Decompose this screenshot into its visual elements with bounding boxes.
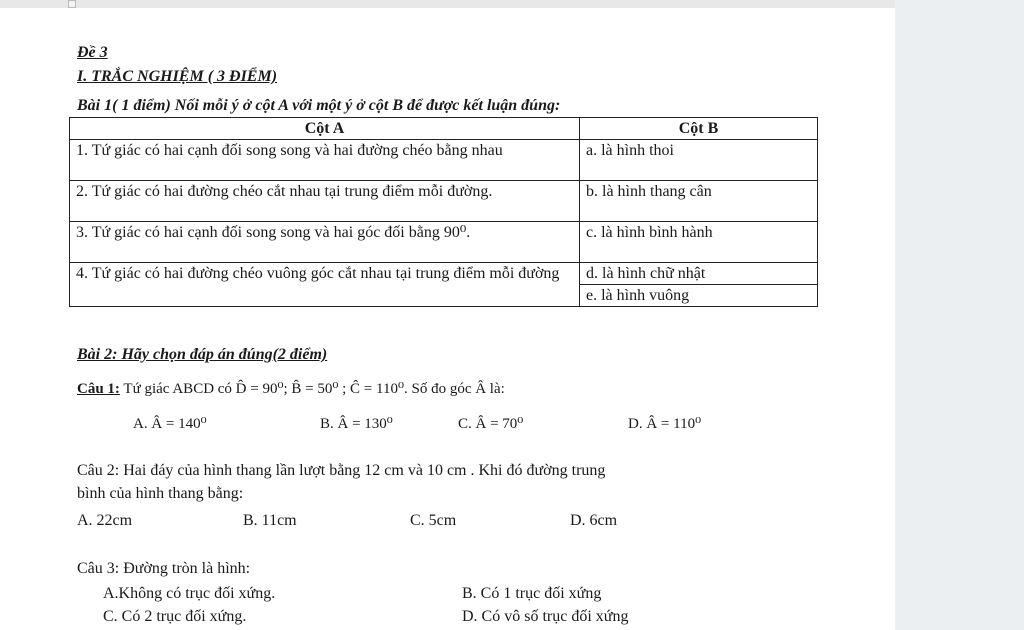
table-cell-a: 4. Tứ giác có hai đường chéo vuông góc cắt nhau tại trung điểm mỗi đường	[70, 263, 580, 307]
cau3-question: Câu 3: Đường tròn là hình:	[77, 560, 251, 577]
cau3-option-a: A.Không có trục đối xứng.	[103, 585, 276, 602]
table-row	[70, 263, 818, 285]
cau1-option-b: B. Â = 130⁰	[320, 416, 393, 432]
cau3-option-c: C. Có 2 trục đối xứng.	[103, 608, 247, 625]
cau3-option-b: B. Có 1 trục đối xứng	[462, 585, 602, 602]
right-gutter	[895, 0, 1024, 630]
matching-table	[69, 117, 818, 307]
table-cell-b: b. là hình thang cân	[580, 181, 818, 222]
column-a-header: Cột A	[70, 118, 580, 140]
table-cell-a: 3. Tứ giác có hai cạnh đối song song và hai góc đối bằng 90⁰.	[70, 222, 580, 263]
cau2-line1: Câu 2: Hai đáy của hình thang lần lượt bằng 12 cm và 10 cm . Khi đó đường trung	[77, 462, 606, 479]
section-title: I. TRẮC NGHIỆM ( 3 ĐIỂM)	[77, 68, 278, 85]
table-row	[70, 222, 818, 263]
table-row	[70, 140, 818, 181]
bai2-heading: Bài 2: Hãy chọn đáp án đúng(2 điểm)	[77, 346, 328, 363]
cau2-option-a: A. 22cm	[77, 512, 133, 529]
bai1-heading: Bài 1( 1 điểm) Nối mỗi ý ở cột A với một ý ở cột B để được kết luận đúng:	[77, 97, 561, 114]
table-cell-b: c. là hình bình hành	[580, 222, 818, 263]
cau1-option-a: A. Â = 140⁰	[133, 416, 207, 432]
cau2-option-d: D. 6cm	[570, 512, 618, 529]
cau1-question	[77, 380, 505, 398]
cau1-option-c: C. Â = 70⁰	[458, 416, 524, 432]
table-cell-b: a. là hình thoi	[580, 140, 818, 181]
table-cell-a: 1. Tứ giác có hai cạnh đối song song và hai đường chéo bằng nhau	[70, 140, 580, 181]
cau2-option-c: C. 5cm	[410, 512, 457, 529]
window-top-bar	[0, 0, 1024, 8]
table-header-row	[70, 118, 818, 140]
cau1-option-d: D. Â = 110⁰	[628, 416, 702, 432]
column-b-header: Cột B	[580, 118, 818, 140]
cau1-text: Tứ giác ABCD có D̂ = 90⁰; B̂ = 50⁰ ; Ĉ = 110⁰. Số đo góc Â là:	[123, 381, 505, 397]
table-row	[70, 181, 818, 222]
page-corner-icon	[68, 0, 76, 8]
cau1-label: Câu 1:	[77, 381, 120, 397]
table-cell-a: 2. Tứ giác có hai đường chéo cắt nhau tại trung điểm mỗi đường.	[70, 181, 580, 222]
table-cell-b: d. là hình chữ nhật	[580, 263, 818, 285]
cau3-option-d: D. Có vô số trục đối xứng	[462, 608, 629, 625]
cau2-line2: bình của hình thang bằng:	[77, 485, 244, 502]
exam-number: Đề 3	[77, 44, 108, 61]
table-cell-b: e. là hình vuông	[580, 285, 818, 307]
cau2-option-b: B. 11cm	[243, 512, 297, 529]
